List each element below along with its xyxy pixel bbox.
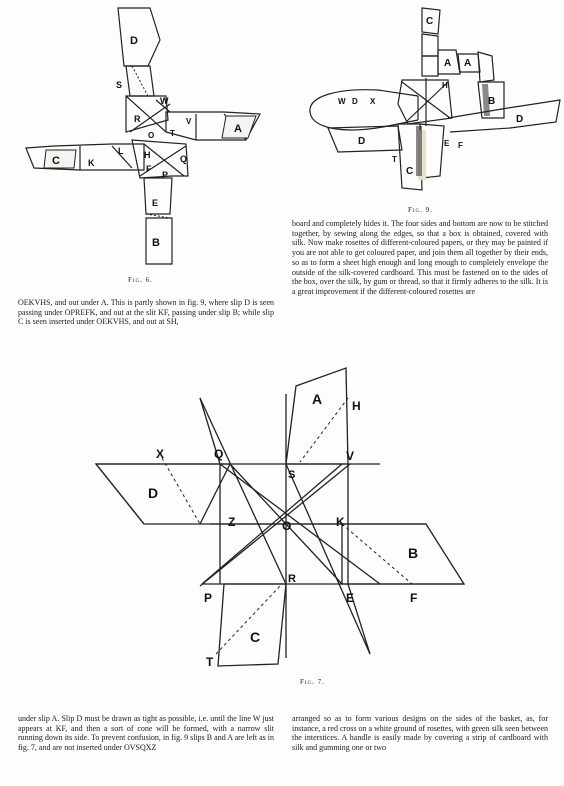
fig7-label-r: R <box>288 573 296 585</box>
fig6-label-c: C <box>52 155 60 167</box>
fig7-label-z: Z <box>228 515 236 529</box>
fig9-label-d-right: D <box>516 114 524 125</box>
fig9-label-t: T <box>392 155 397 164</box>
text-left-bottom: under slip A. Slip D must be drawn as tight as possible, i.e. until the line W just appears at KF, and then a sort of cone will be formed, with a narrow slit running down its side. To prevent confusion, in fig. 9 slips B and A are left as in fig. 7, and are not inserted under OVSQXZ <box>18 714 274 753</box>
fig9-label-c-top: C <box>426 16 434 27</box>
fig6-label-r: R <box>134 114 141 124</box>
fig6-label-q: Q <box>180 154 188 164</box>
fig7-label-h: H <box>352 399 361 413</box>
fig9-label-e: E <box>444 139 450 148</box>
fig7-label-e: E <box>346 591 355 605</box>
fig6-label-k: K <box>88 158 95 168</box>
figure-7-diagram <box>90 358 470 678</box>
fig7-label-f: F <box>410 591 418 605</box>
fig6-label-b: B <box>152 237 160 249</box>
fig6-label-l: L <box>118 146 124 156</box>
fig7-label-x: X <box>156 447 165 461</box>
fig6-label-t: T <box>170 129 175 138</box>
text-right-top: board and completely hides it. The four sides and bottom are now to be stitched together, by sewing along the edges, so that a box is obtained, covered with silk. Now make rosettes of different-coloured papers, or they may be painted if you are not able to get coloured paper, and join them all together by their ends, so as to form a sheet high enough and long enough to completely envelope the outside of the silk-covered cardboard. This must be fastened on to the sides of the box, over the silk, by gum or thread, so that it firmly adheres to the silk. It is a great improvement if the different-coloured rosettes are <box>292 219 548 296</box>
fig9-label-d: D <box>352 97 358 106</box>
fig9-label-a2: A <box>464 58 472 69</box>
fig6-label-f: F <box>146 164 152 174</box>
fig7-label-c: C <box>250 629 261 645</box>
fig6-caption: Fig. 6. <box>128 276 153 284</box>
fig9-label-h: H <box>442 81 448 90</box>
fig7-caption: Fig. 7. <box>300 678 325 686</box>
fig9-caption: Fig. 9. <box>408 206 433 214</box>
text-right-bottom: arranged so as to form various designs on the sides of the basket, as, for instance, a red cross on a white ground of rosettes, with green silk seen between the interstices. A handle is easily made by covering a strip of cardboard with silk and gumming one or two <box>292 714 548 753</box>
fig6-label-e: E <box>152 198 159 208</box>
figure-6-diagram <box>20 0 270 270</box>
figure-9-diagram <box>298 0 564 210</box>
fig9-label-x: X <box>370 97 376 106</box>
text-left-top: OEKVHS, and out under A. This is partly shown in fig. 9, where slip D is seen passing under OPREFK, and out at the slit KF, passing under slip B; while slip C is seen inserted under OEKVHS, and out at SH, <box>18 298 274 327</box>
fig9-label-c: C <box>406 166 414 177</box>
fig6-label-a: A <box>234 123 242 135</box>
fig6-label-p: P <box>162 170 169 180</box>
fig9-label-f: F <box>458 141 463 150</box>
fig7-label-p: P <box>204 591 213 605</box>
fig7-label-v: V <box>346 449 355 463</box>
fig6-label-o: O <box>148 131 155 140</box>
fig9-label-w: W <box>338 97 346 106</box>
fig9-label-a: A <box>444 58 452 69</box>
fig7-label-s: S <box>288 469 296 481</box>
fig9-label-b: B <box>488 96 496 107</box>
fig6-label-h: H <box>144 150 151 160</box>
fig7-label-t: T <box>206 655 214 669</box>
fig6-label-v: V <box>186 117 192 126</box>
fig7-label-a: A <box>312 391 323 407</box>
fig6-label-d: D <box>130 35 138 47</box>
fig7-label-b: B <box>408 545 419 561</box>
fig6-label-w: W <box>160 96 169 106</box>
fig7-label-d: D <box>148 485 159 501</box>
fig7-label-o: O <box>282 519 292 533</box>
fig7-label-q: Q <box>214 447 224 461</box>
fig6-label-s: S <box>116 80 123 90</box>
fig9-label-d-low: D <box>358 136 366 147</box>
fig7-label-k: K <box>336 515 345 529</box>
